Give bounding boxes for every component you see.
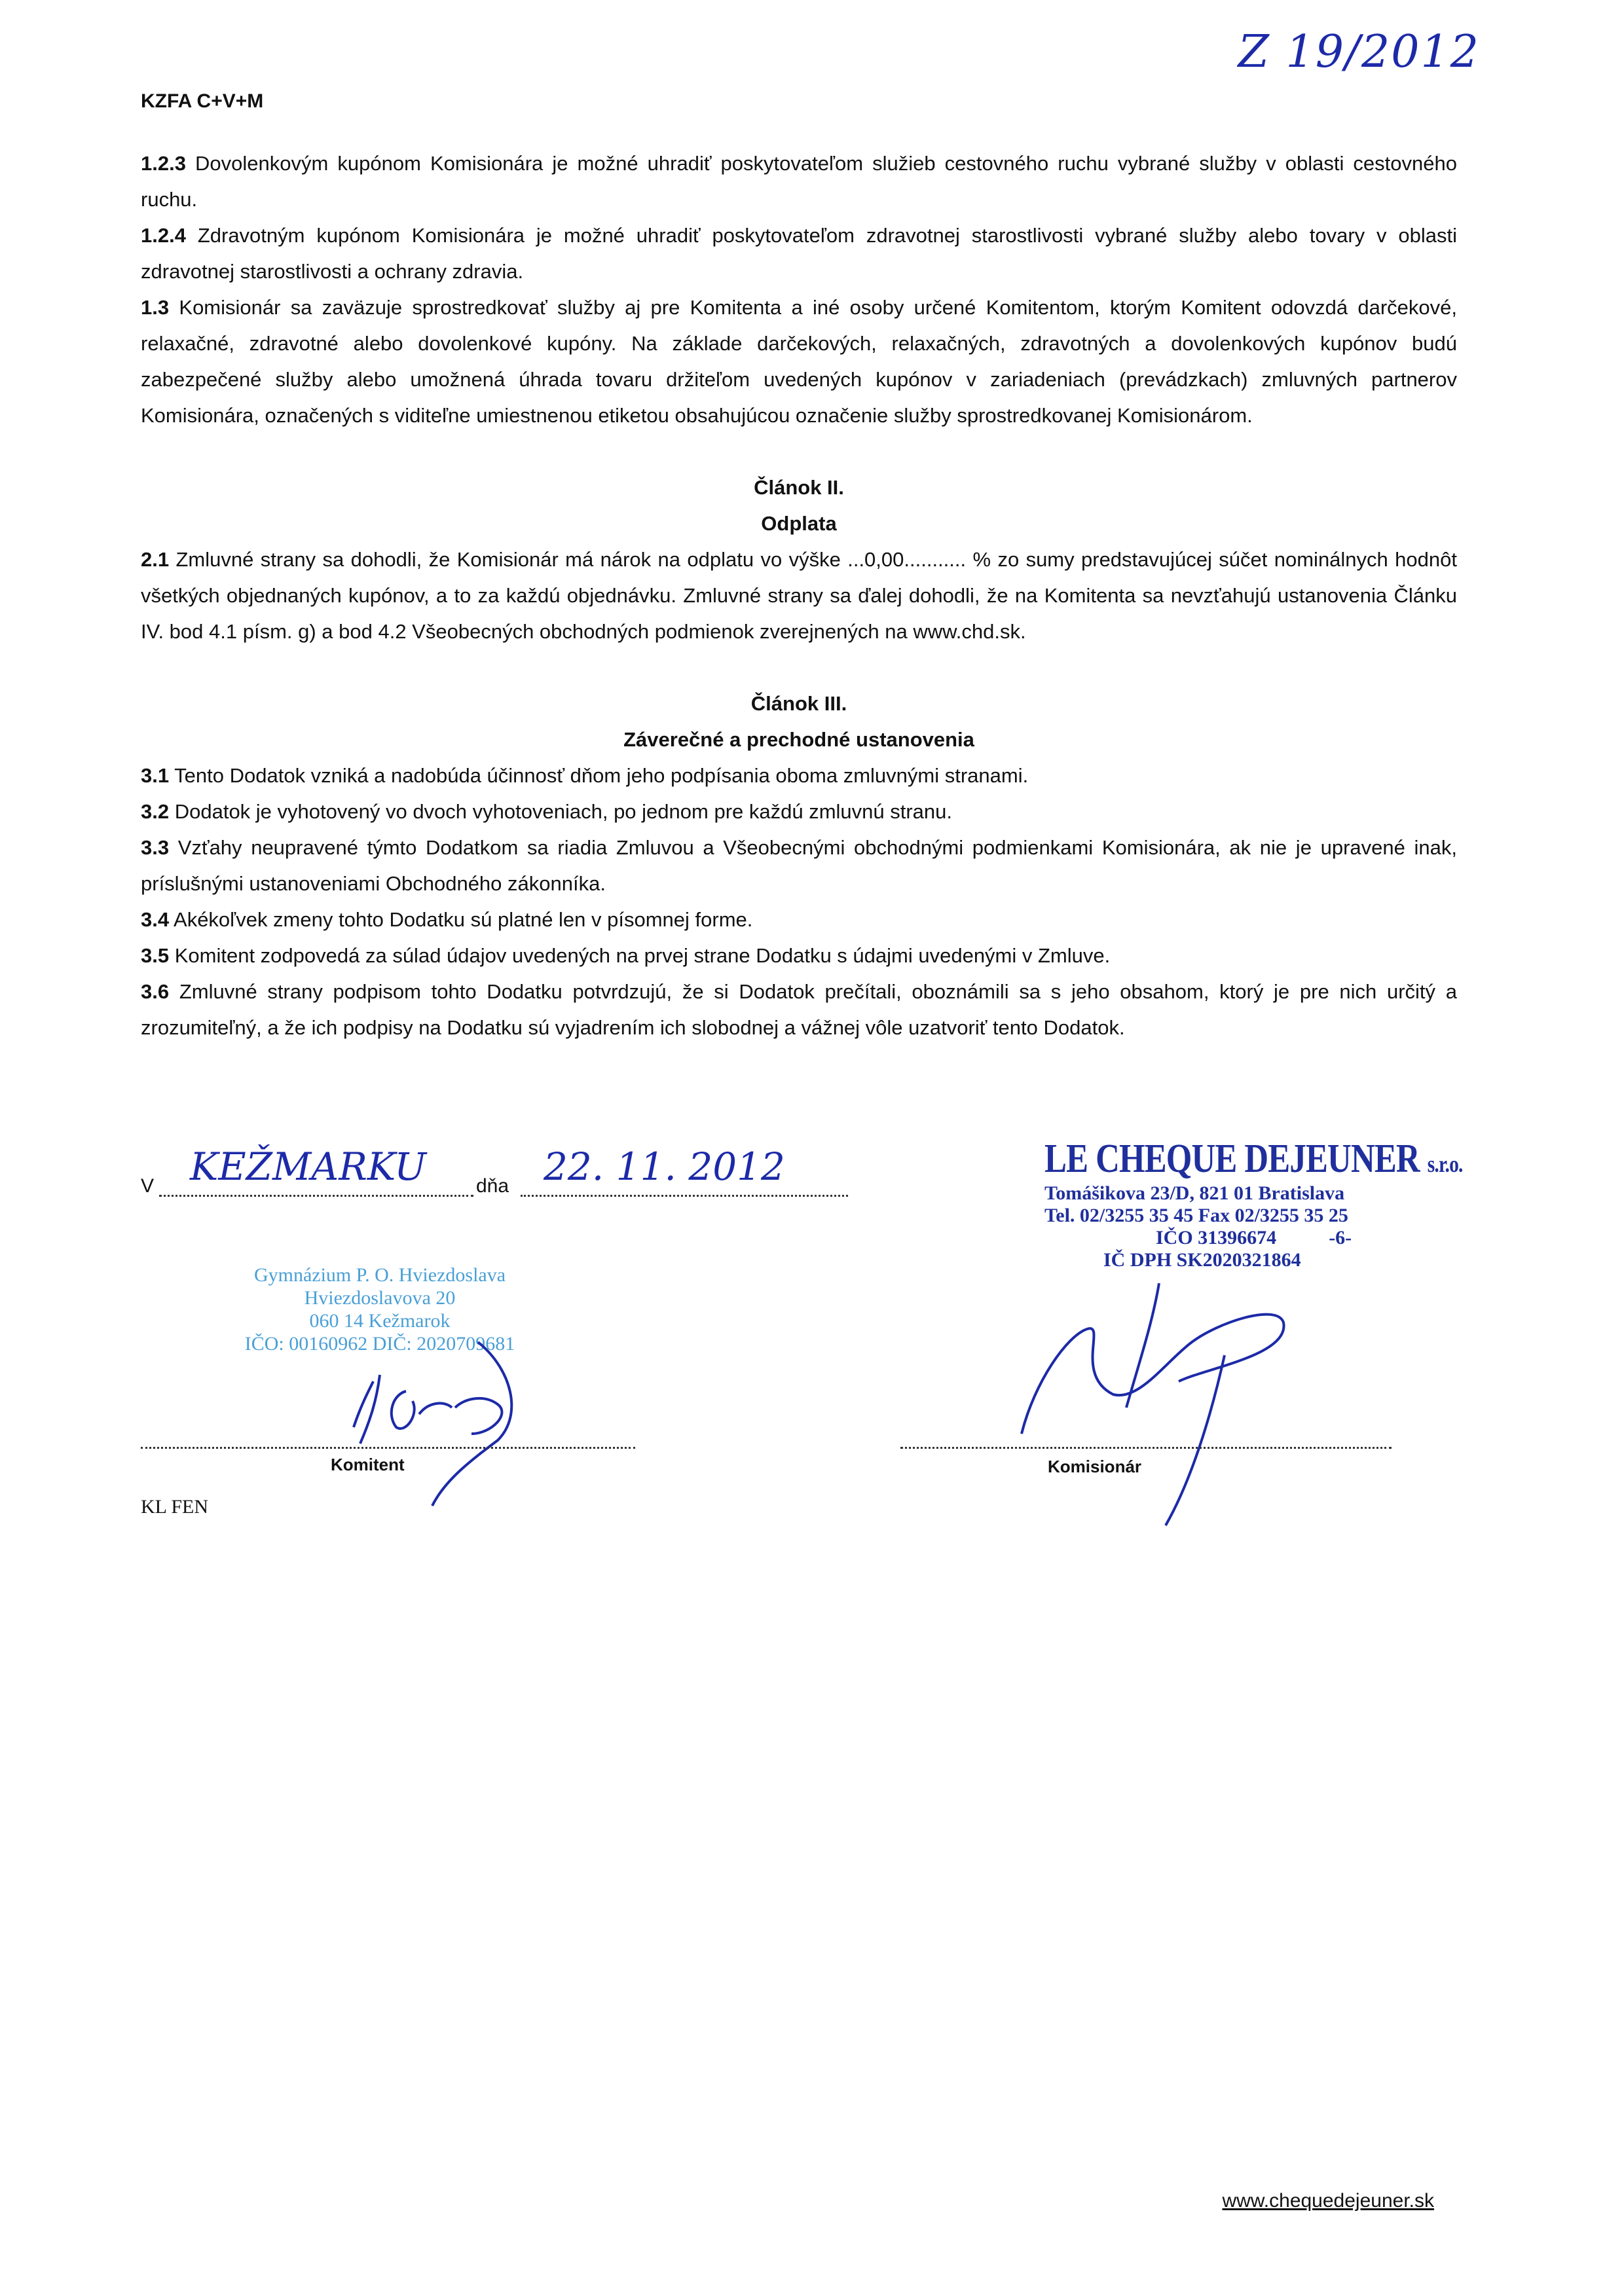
section-number: 3.5 bbox=[141, 944, 170, 967]
section-number: 1.2.4 bbox=[141, 224, 186, 247]
section-text: Dodatok je vyhotovený vo dvoch vyhotoveniach, po jednom pre každú zmluvnú stranu. bbox=[169, 800, 953, 823]
section-text: Komisionár sa zaväzuje sprostredkovať služby aj pre Komitenta a iné osoby určené Komitentom, ktorým Komitent odovzdá darčekové, relaxačné, zdravotné alebo dovolenkové kupóny. Na základe darčekových, relaxačných, zdravotných a dovolenkových kupónov budú zabezpečené služby alebo umožnená úhrada tovaru držiteľom uvedených kupónov v zariadeniach (prevádzkach) zmluvných partnerov Komisionára, označených s viditeľne umiestnenou etiketou obsahujúcou označenie služby sprostredkovanej Komisionárom. bbox=[141, 296, 1457, 427]
section-text: Akékoľvek zmeny tohto Dodatku sú platné len v písomnej forme. bbox=[169, 908, 753, 931]
section-paragraph bbox=[141, 938, 1457, 974]
section-paragraph bbox=[141, 145, 1457, 217]
bottom-left-note: KL FEN bbox=[141, 1496, 209, 1518]
section-paragraph bbox=[141, 974, 1457, 1046]
school-stamp-line: Gymnázium P. O. Hviezdoslava bbox=[253, 1264, 506, 1286]
section-number: 3.6 bbox=[141, 980, 170, 1003]
place-prefix: V bbox=[141, 1175, 155, 1197]
section-paragraph bbox=[141, 541, 1457, 649]
company-stamp bbox=[1044, 1136, 1463, 1271]
section-paragraph bbox=[141, 289, 1457, 433]
footer-website-link[interactable]: www.chequedejeuner.sk bbox=[1222, 2190, 1434, 2212]
company-address: Tomášikova 23/D, 821 01 Bratislava bbox=[1044, 1182, 1345, 1204]
section-number: 3.2 bbox=[141, 800, 170, 823]
section-paragraph bbox=[141, 902, 1457, 938]
article-2-subtitle: Odplata bbox=[761, 512, 837, 535]
date-prefix: dňa bbox=[476, 1175, 509, 1197]
komisionar-signature-icon bbox=[1008, 1283, 1297, 1532]
date-handwritten: 22. 11. 2012 bbox=[544, 1144, 785, 1189]
section-text: Zmluvné strany sa dohodli, že Komisionár má nárok na odplatu vo výške ...0,00........... % zo sumy predstavujúcej súčet nominálnych hodnôt všetkých objednaných kupónov, a to za každú objednávku. Zmluvné strany sa ďalej dohodli, že na Komitenta sa nevzťahujú ustanovenia Článku IV. bod 4.1 písm. g) a bod 4.2 Všeobecných obchodných podmienok zverejnených na www.chd.sk. bbox=[141, 548, 1457, 643]
section-number: 3.1 bbox=[141, 764, 170, 787]
section-paragraph bbox=[141, 793, 1457, 829]
komitent-label: Komitent bbox=[331, 1455, 405, 1474]
section-number: 3.4 bbox=[141, 908, 170, 931]
section-number: 3.3 bbox=[141, 836, 170, 859]
company-phone: Tel. 02/3255 35 45 Fax 02/3255 35 25 bbox=[1044, 1205, 1348, 1226]
section-paragraph bbox=[141, 217, 1457, 289]
section-text: Tento Dodatok vzniká a nadobúda účinnosť dňom jeho podpísania oboma zmluvnými stranami. bbox=[169, 764, 1029, 787]
section-number: 2.1 bbox=[141, 548, 170, 571]
section-text: Zdravotným kupónom Komisionára je možné uhradiť poskytovateľom zdravotnej starostlivosti vybrané služby alebo tovary v oblasti zdravotnej starostlivosti a ochrany zdravia. bbox=[141, 224, 1457, 283]
school-stamp-line: Hviezdoslavova 20 bbox=[304, 1287, 456, 1309]
section-number: 1.3 bbox=[141, 296, 170, 319]
school-stamp-line: IČO: 00160962 DIČ: 2020709681 bbox=[244, 1333, 515, 1355]
school-stamp-line: 060 14 Kežmarok bbox=[309, 1310, 451, 1332]
komitent-signature-icon bbox=[314, 1329, 524, 1512]
document-body bbox=[141, 145, 1457, 1046]
komisionar-signature-line bbox=[900, 1447, 1392, 1449]
section-text: Dovolenkovým kupónom Komisionára je možné uhradiť poskytovateľom služieb cestovného ruchu vybrané služby v oblasti cestovného ruchu. bbox=[141, 152, 1457, 211]
article-3-subtitle: Záverečné a prechodné ustanovenia bbox=[623, 728, 974, 751]
section-text: Vzťahy neupravené týmto Dodatkom sa riadia Zmluvou a Všeobecnými obchodnými podmienkami Komisionára, ak nie je upravené inak, príslušnými ustanoveniami Obchodného zákonníka. bbox=[141, 836, 1457, 895]
section-paragraph bbox=[141, 757, 1457, 793]
komisionar-label: Komisionár bbox=[1048, 1457, 1142, 1476]
section-text: Zmluvné strany podpisom tohto Dodatku potvrdzujú, že si Dodatok prečítali, oboznámili sa s jeho obsahom, ktorý je pre nich určitý a zrozumiteľný, a že ich podpisy na Dodatku sú vyjadrením ich slobodnej a vážnej vôle uzatvoriť tento Dodatok. bbox=[141, 980, 1457, 1039]
place-handwritten: KEŽMARKU bbox=[190, 1144, 427, 1189]
company-name: LE CHEQUE DEJEUNER s.r.o. bbox=[1044, 1137, 1463, 1181]
section-text: Komitent zodpovedá za súlad údajov uvedených na prvej strane Dodatku s údajmi uvedenými v Zmluve. bbox=[169, 944, 1111, 967]
header-code: KZFA C+V+M bbox=[141, 90, 264, 112]
section-number: 1.2.3 bbox=[141, 152, 186, 175]
article-3-title: Článok III. bbox=[750, 692, 847, 715]
company-icdph: IČ DPH SK2020321864 bbox=[1103, 1249, 1301, 1271]
article-2-title: Článok II. bbox=[754, 476, 844, 499]
reference-number-handwritten: Z 19/2012 bbox=[1238, 26, 1480, 78]
komitent-signature-line bbox=[141, 1447, 635, 1449]
company-ico: IČO 31396674 -6- bbox=[1156, 1227, 1352, 1248]
section-paragraph bbox=[141, 829, 1457, 902]
